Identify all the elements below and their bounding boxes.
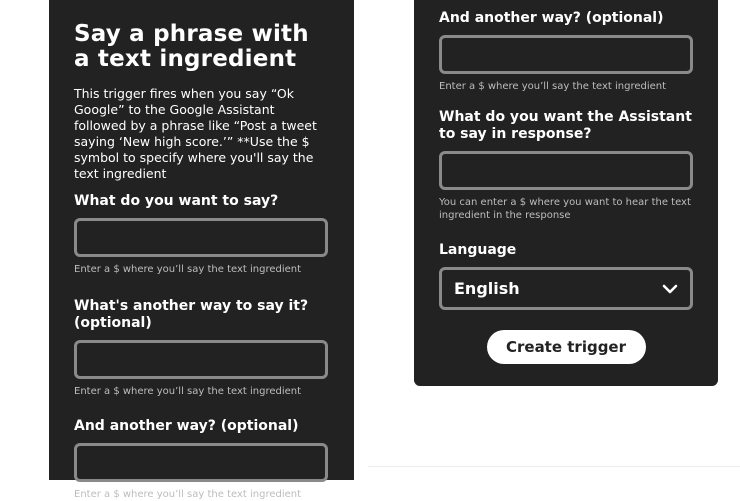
field-group-response bbox=[439, 109, 693, 222]
and-another-way-input-2[interactable] bbox=[439, 35, 693, 74]
field-helper: Enter a $ where you’ll say the text ingredient bbox=[439, 81, 667, 92]
field-label: And another way? (optional) bbox=[74, 418, 299, 434]
field-label: What do you want the Assistant to say in response? bbox=[439, 109, 692, 142]
language-selected-value: English bbox=[454, 279, 520, 298]
and-another-way-input[interactable] bbox=[74, 443, 328, 482]
field-helper: You can enter a $ where you want to hear the text ingredient in the response bbox=[439, 197, 691, 221]
language-label: Language bbox=[439, 242, 517, 258]
trigger-form-left-panel bbox=[49, 0, 354, 500]
field-helper: Enter a $ where you’ll say the text ingredient bbox=[74, 386, 302, 397]
create-trigger-button[interactable]: Create trigger bbox=[487, 330, 646, 364]
button-row bbox=[439, 330, 693, 364]
trigger-title: Say a phrase with a text ingredient bbox=[74, 21, 309, 72]
field-group-say bbox=[74, 193, 329, 276]
chevron-down-icon bbox=[662, 283, 678, 295]
field-group-language bbox=[439, 242, 693, 310]
trigger-form-right-panel bbox=[414, 0, 718, 386]
field-group-another-way bbox=[74, 298, 329, 398]
field-label: What do you want to say? bbox=[74, 193, 279, 209]
another-way-input[interactable] bbox=[74, 340, 328, 379]
field-group-and-another-way-2 bbox=[439, 10, 693, 93]
trigger-description: This trigger fires when you say “Ok Google” to the Google Assistant followed by a phrase like “Post a tweet saying ‘New high score.’” **Use the $ symbol to specify where you'll say the text ingredient bbox=[74, 86, 317, 181]
what-to-say-input[interactable] bbox=[74, 218, 328, 257]
field-helper: Enter a $ where you’ll say the text ingredient bbox=[74, 489, 302, 500]
language-select[interactable] bbox=[439, 267, 693, 310]
divider bbox=[368, 466, 740, 467]
field-label: What's another way to say it? (optional) bbox=[74, 298, 309, 331]
field-group-and-another-way bbox=[74, 418, 329, 501]
assistant-response-input[interactable] bbox=[439, 151, 693, 190]
field-helper: Enter a $ where you’ll say the text ingredient bbox=[74, 264, 302, 275]
field-label: And another way? (optional) bbox=[439, 10, 664, 26]
